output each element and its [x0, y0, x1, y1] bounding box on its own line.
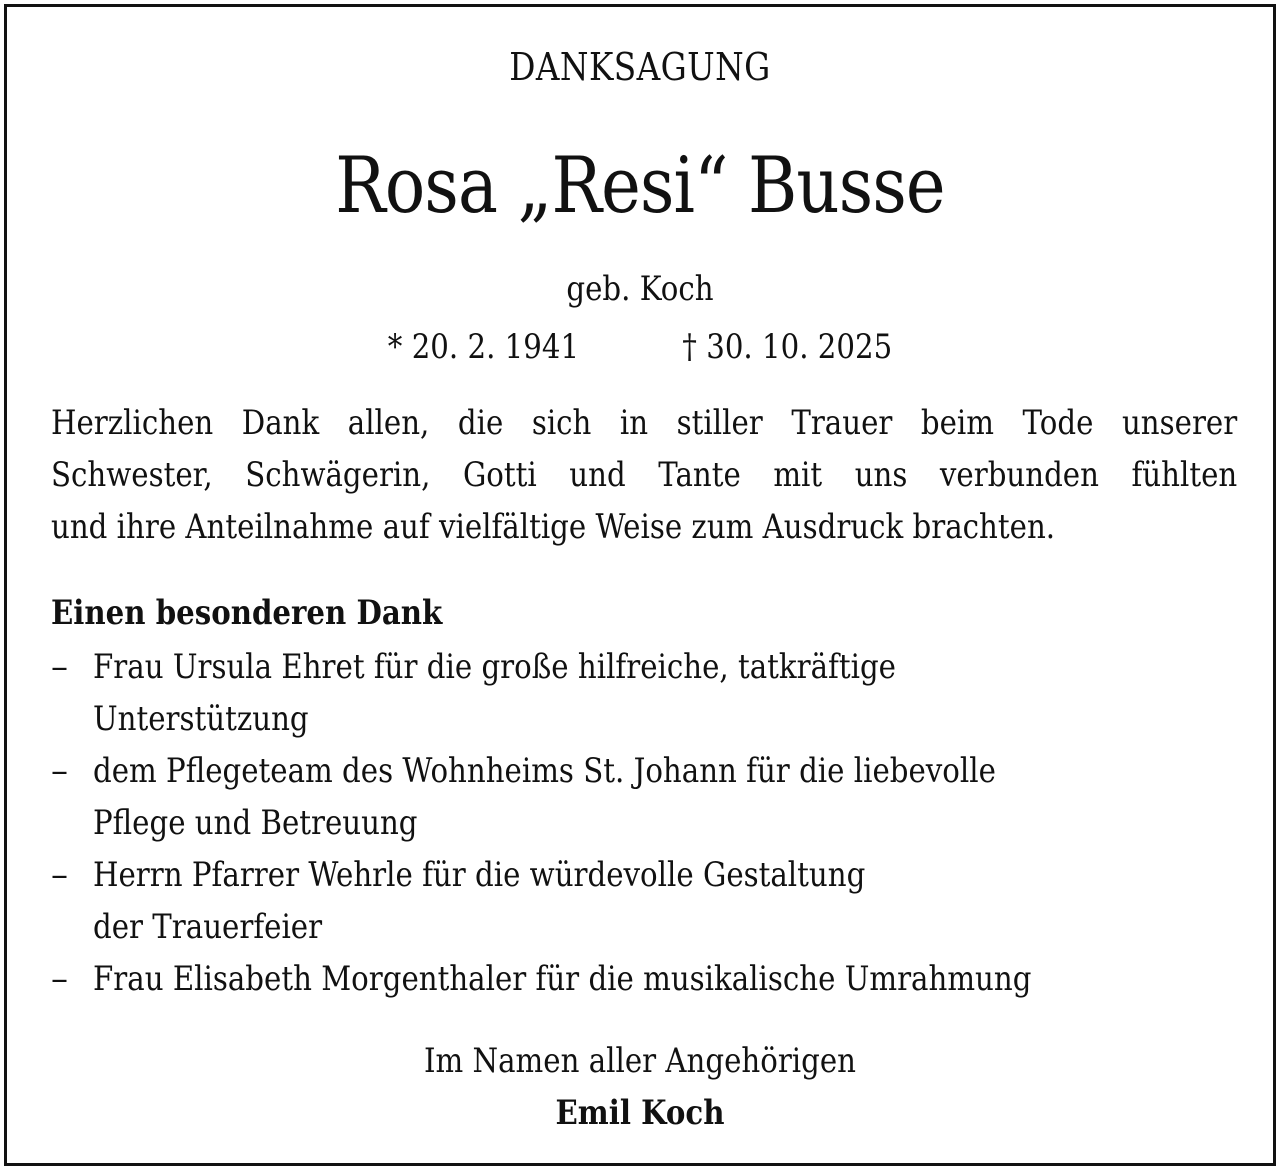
- paragraph-line: und ihre Anteilnahme auf vielfältige Weise zum Ausdruck brachten.: [51, 507, 1056, 547]
- dash-bullet: –: [51, 855, 68, 895]
- obituary-notice: [4, 4, 1276, 1166]
- list-item-line: Frau Elisabeth Morgenthaler für die musikalische Umrahmung: [93, 959, 1032, 999]
- list-item-line: Unterstützung: [93, 699, 309, 739]
- paragraph-line: Herzlichen Dank allen, die sich in stiller Trauer beim Tode unserer: [51, 403, 1238, 443]
- signer-name: Emil Koch: [555, 1093, 725, 1133]
- dash-bullet: –: [51, 647, 68, 687]
- life-dates: [96, 327, 1185, 367]
- list-item-line: der Trauerfeier: [93, 907, 323, 947]
- list-item-line: dem Pflegeteam des Wohnheims St. Johann für die liebevolle: [93, 751, 996, 791]
- notice-heading: DANKSAGUNG: [509, 45, 771, 89]
- dash-bullet: –: [51, 959, 68, 999]
- list-item: [51, 953, 1241, 1005]
- list-item-line: Pflege und Betreuung: [93, 803, 418, 843]
- death-date: † 30. 10. 2025: [682, 327, 893, 367]
- list-item-line: Frau Ursula Ehret für die große hilfreiche, tatkräftige: [93, 647, 896, 687]
- list-item: [51, 849, 1241, 953]
- list-item: [51, 641, 1241, 745]
- list-item-line: Herrn Pfarrer Wehrle für die würdevolle Gestaltung: [93, 855, 866, 895]
- maiden-name: geb. Koch: [566, 269, 714, 309]
- special-thanks-list: [51, 641, 1241, 1005]
- dash-bullet: –: [51, 751, 68, 791]
- signoff-line: Im Namen aller Angehörigen: [423, 1041, 857, 1081]
- thank-you-paragraph: [51, 397, 1237, 553]
- special-thanks-title: Einen besonderen Dank: [51, 593, 443, 633]
- paragraph-line: Schwester, Schwägerin, Gotti und Tante mit uns verbunden fühlten: [51, 455, 1238, 495]
- birth-date: * 20. 2. 1941: [387, 327, 580, 367]
- deceased-name: Rosa „Resi“ Busse: [335, 141, 945, 231]
- list-item: [51, 745, 1241, 849]
